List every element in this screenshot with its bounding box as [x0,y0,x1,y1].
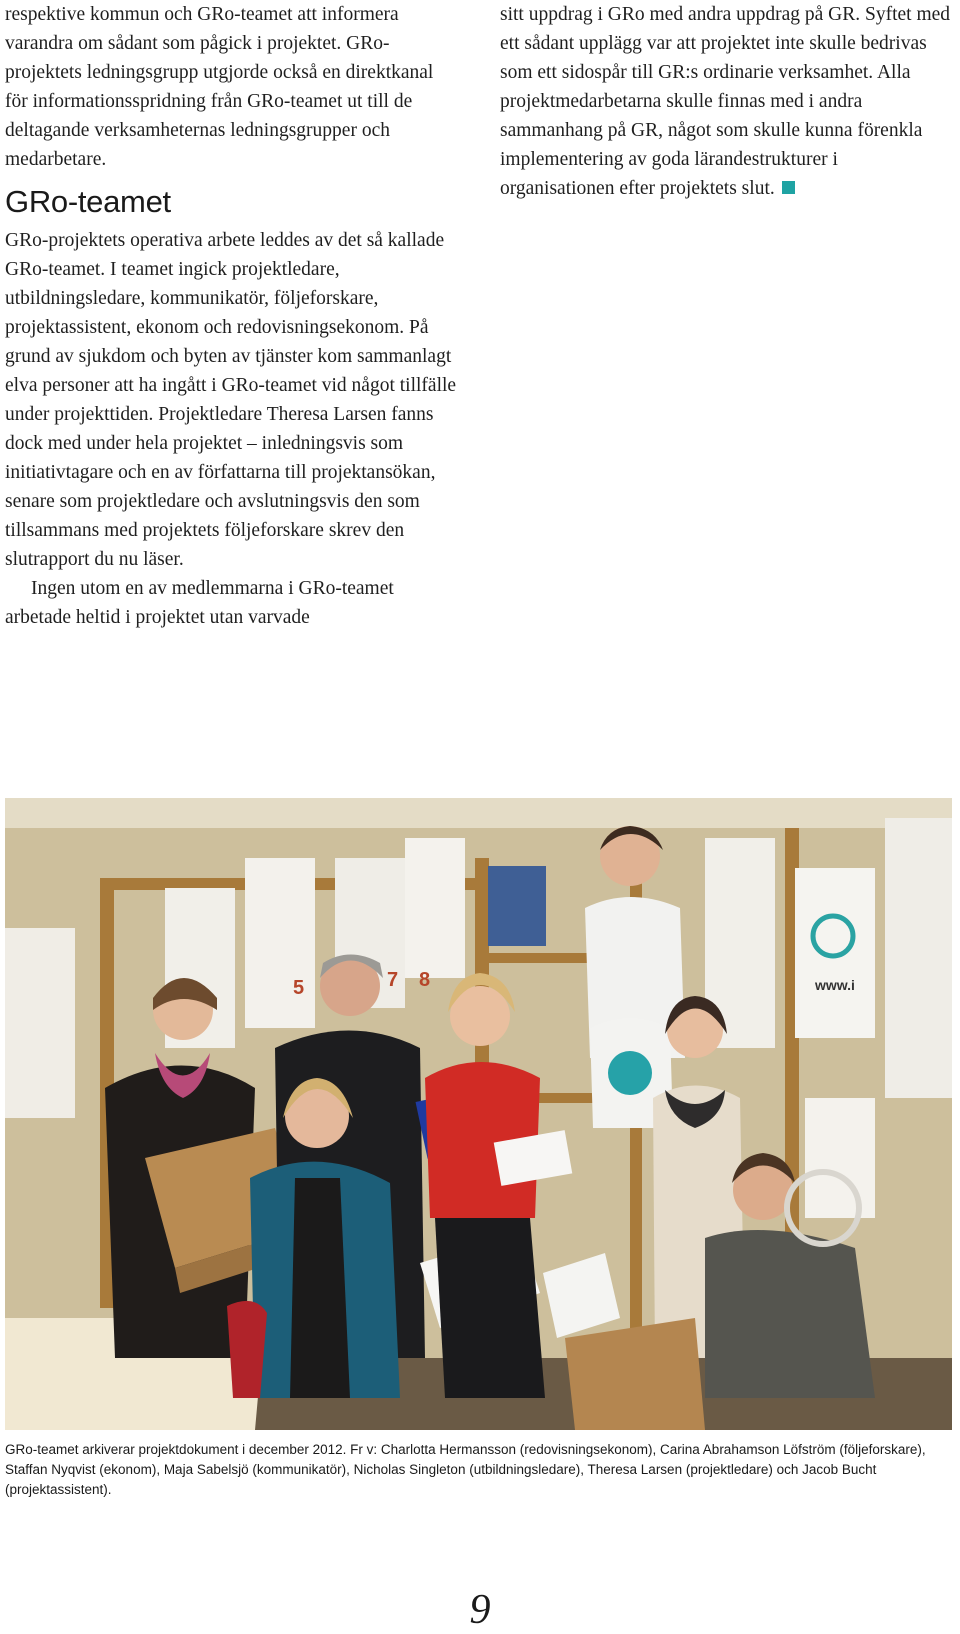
right-column [500,0,955,203]
bag-url-text: www.i [815,977,855,993]
body-paragraph-text: sitt uppdrag i GRo med andra uppdrag på GR. Syftet med ett sådant upplägg var att projektet inte skulle bedrivas som ett sidospår till GR:s ordinarie verksamhet. Alla projektmedarbetarna skulle finnas med i andra sammanhang på GR, något som skulle kunna förenkla implementering av goda lärandestrukturer i organisationen efter projektets slut. [500,4,951,199]
photo-caption: GRo-teamet arkiverar projektdokument i december 2012. Fr v: Charlotta Hermansson (redovisningsekonom), Carina Abrahamson Löfström (följeforskare), Staffan Nyqvist (ekonom), Maja Sabelsjö (kommunikatör), Nicholas Singleton (utbildningsledare), Theresa Larsen (projektledare) och Jacob Bucht (projektassistent). [5,1442,926,1497]
body-paragraph: Ingen utom en av medlemmarna i GRo-teamet arbetade heltid i projektet utan varvade [5,578,394,628]
page-number: 9 [469,1587,491,1633]
team-photo [5,798,952,1430]
body-paragraph: respektive kommun och GRo-teamet att informera varandra om sådant som pågick i projektet. GRo-projektets ledningsgrupp utgjorde också en direktkanal för informationsspridning från GRo-teamet ut till de deltagande verksamheternas ledningsgrupper och medarbetare. [5,4,434,170]
section-heading: GRo-teamet [5,184,171,219]
wall-number: 5 [293,977,305,999]
wall-number: 8 [419,969,431,991]
body-paragraph [500,0,955,203]
wall-number: 7 [387,969,399,991]
left-column [5,0,460,632]
square-end-mark-icon [782,181,795,194]
body-paragraph: GRo-projektets operativa arbete leddes av det så kallade GRo-teamet. I teamet ingick projektledare, utbildningsledare, kommunikatör, följeforskare, projektassistent, ekonom och redovisningsekonom. På grund av sjukdom och byten av tjänster kom sammanlagt elva personer att ha ingått i GRo-teamet vid något tillfälle under projekttiden. Projektledare Theresa Larsen fanns dock med under hela projektet – inledningsvis som initiativtagare och en av författarna till projektansökan, senare som projektledare och avslutningsvis den som tillsammans med projektets följeforskare skrev den slutrapport du nu läser. [5,230,457,570]
